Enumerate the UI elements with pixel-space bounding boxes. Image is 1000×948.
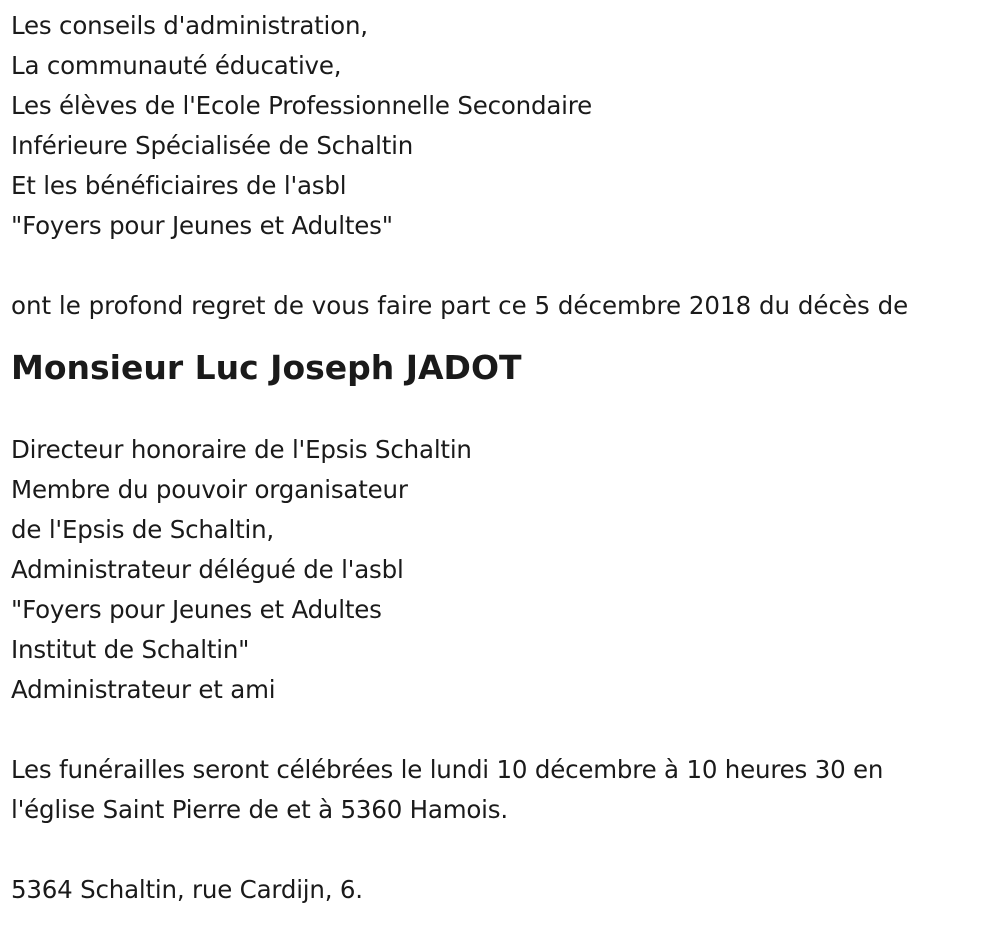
role-line: Membre du pouvoir organisateur	[11, 475, 408, 504]
address-block	[11, 870, 991, 910]
role-line: Administrateur et ami	[11, 675, 276, 704]
intro-line: Les conseils d'administration,	[11, 11, 368, 40]
spacer	[11, 830, 991, 870]
funeral-line: l'église Saint Pierre de et à 5360 Hamois.	[11, 795, 508, 824]
spacer	[11, 710, 991, 750]
role-line: de l'Epsis de Schaltin,	[11, 515, 275, 544]
intro-line: "Foyers pour Jeunes et Adultes"	[11, 211, 393, 240]
deceased-name: Monsieur Luc Joseph JADOT	[11, 348, 522, 387]
role-line: Institut de Schaltin"	[11, 635, 250, 664]
obituary-notice	[11, 6, 991, 910]
intro-line: La communauté éducative,	[11, 51, 342, 80]
intro-line: Et les bénéficiaires de l'asbl	[11, 171, 347, 200]
intro-block	[11, 6, 991, 246]
announcement-text: ont le profond regret de vous faire part ce 5 décembre 2018 du décès de	[11, 291, 909, 320]
funeral-block	[11, 750, 991, 830]
spacer	[11, 388, 991, 430]
roles-block	[11, 430, 991, 710]
intro-line: Inférieure Spécialisée de Schaltin	[11, 131, 414, 160]
intro-line: Les élèves de l'Ecole Professionnelle Secondaire	[11, 91, 592, 120]
role-line: Administrateur délégué de l'asbl	[11, 555, 404, 584]
address-line: 5364 Schaltin, rue Cardijn, 6.	[11, 875, 363, 904]
role-line: "Foyers pour Jeunes et Adultes	[11, 595, 382, 624]
funeral-line: Les funérailles seront célébrées le lundi 10 décembre à 10 heures 30 en	[11, 755, 884, 784]
role-line: Directeur honoraire de l'Epsis Schaltin	[11, 435, 472, 464]
spacer	[11, 246, 991, 286]
